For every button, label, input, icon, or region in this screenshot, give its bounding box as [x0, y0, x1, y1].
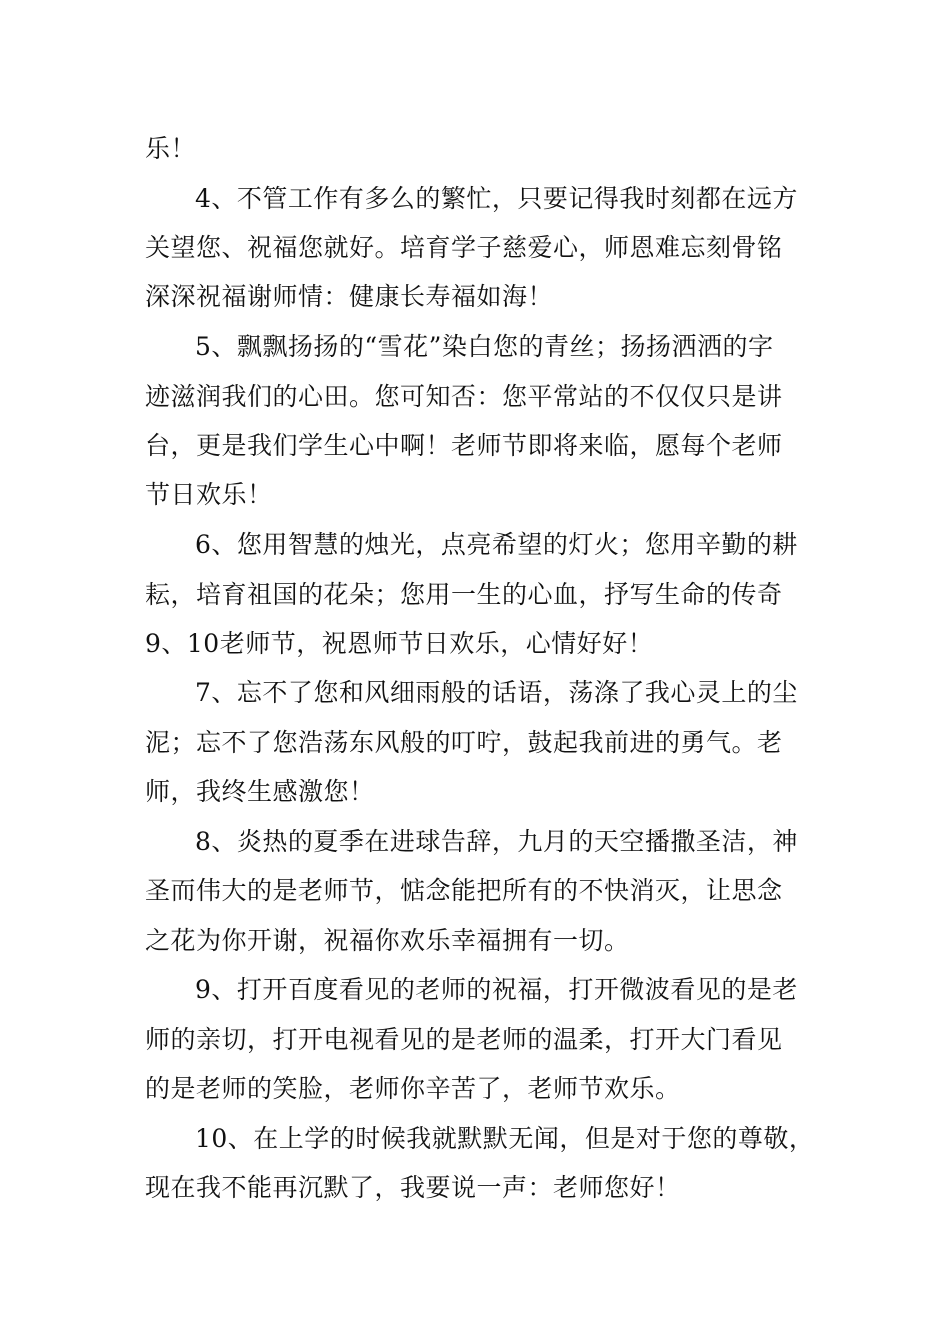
text-line: 关望您、祝福您就好。培育学子慈爱心，师恩难忘刻骨铭	[145, 233, 783, 262]
text-line: 9、打开百度看见的老师的祝福，打开微波看见的是老	[195, 975, 798, 1004]
text-line: 耘，培育祖国的花朵；您用一生的心血，抒写生命的传奇	[145, 580, 783, 609]
text-line: 师的亲切，打开电视看见的是老师的温柔，打开大门看见	[145, 1025, 783, 1054]
text-line: 现在我不能再沉默了，我要说一声：老师您好！	[145, 1173, 681, 1202]
text-line: 乐！	[145, 134, 197, 163]
text-line: 圣而伟大的是老师节，惦念能把所有的不快消灭，让思念	[145, 876, 783, 905]
text-line: 7、忘不了您和风细雨般的话语，荡涤了我心灵上的尘	[195, 678, 798, 707]
text-line: 9、10老师节，祝恩师节日欢乐，心情好好！	[145, 629, 654, 658]
text-line: 6、您用智慧的烛光，点亮希望的灯火；您用辛勤的耕	[195, 530, 798, 559]
text-line: 迹滋润我们的心田。您可知否：您平常站的不仅仅只是讲	[145, 382, 783, 411]
text-line: 之花为你开谢，祝福你欢乐幸福拥有一切。	[145, 926, 630, 955]
text-line: 10、在上学的时候我就默默无闻，但是对于您的尊敬，	[195, 1124, 815, 1153]
text-line: 台，更是我们学生心中啊！老师节即将来临，愿每个老师	[145, 431, 783, 460]
text-line: 师，我终生感激您！	[145, 777, 375, 806]
text-line: 的是老师的笑脸，老师你辛苦了，老师节欢乐。	[145, 1074, 681, 1103]
text-line: 泥；忘不了您浩荡东风般的叮咛，鼓起我前进的勇气。老	[145, 728, 783, 757]
text-line: 4、不管工作有多么的繁忙，只要记得我时刻都在远方	[195, 184, 798, 213]
text-line: 深深祝福谢师情：健康长寿福如海！	[145, 282, 554, 311]
text-line: 5、飘飘扬扬的“雪花”染白您的青丝；扬扬洒洒的字	[195, 332, 774, 361]
text-line: 8、炎热的夏季在进球告辞，九月的天空播撒圣洁，神	[195, 827, 798, 856]
text-line: 节日欢乐！	[145, 480, 273, 509]
